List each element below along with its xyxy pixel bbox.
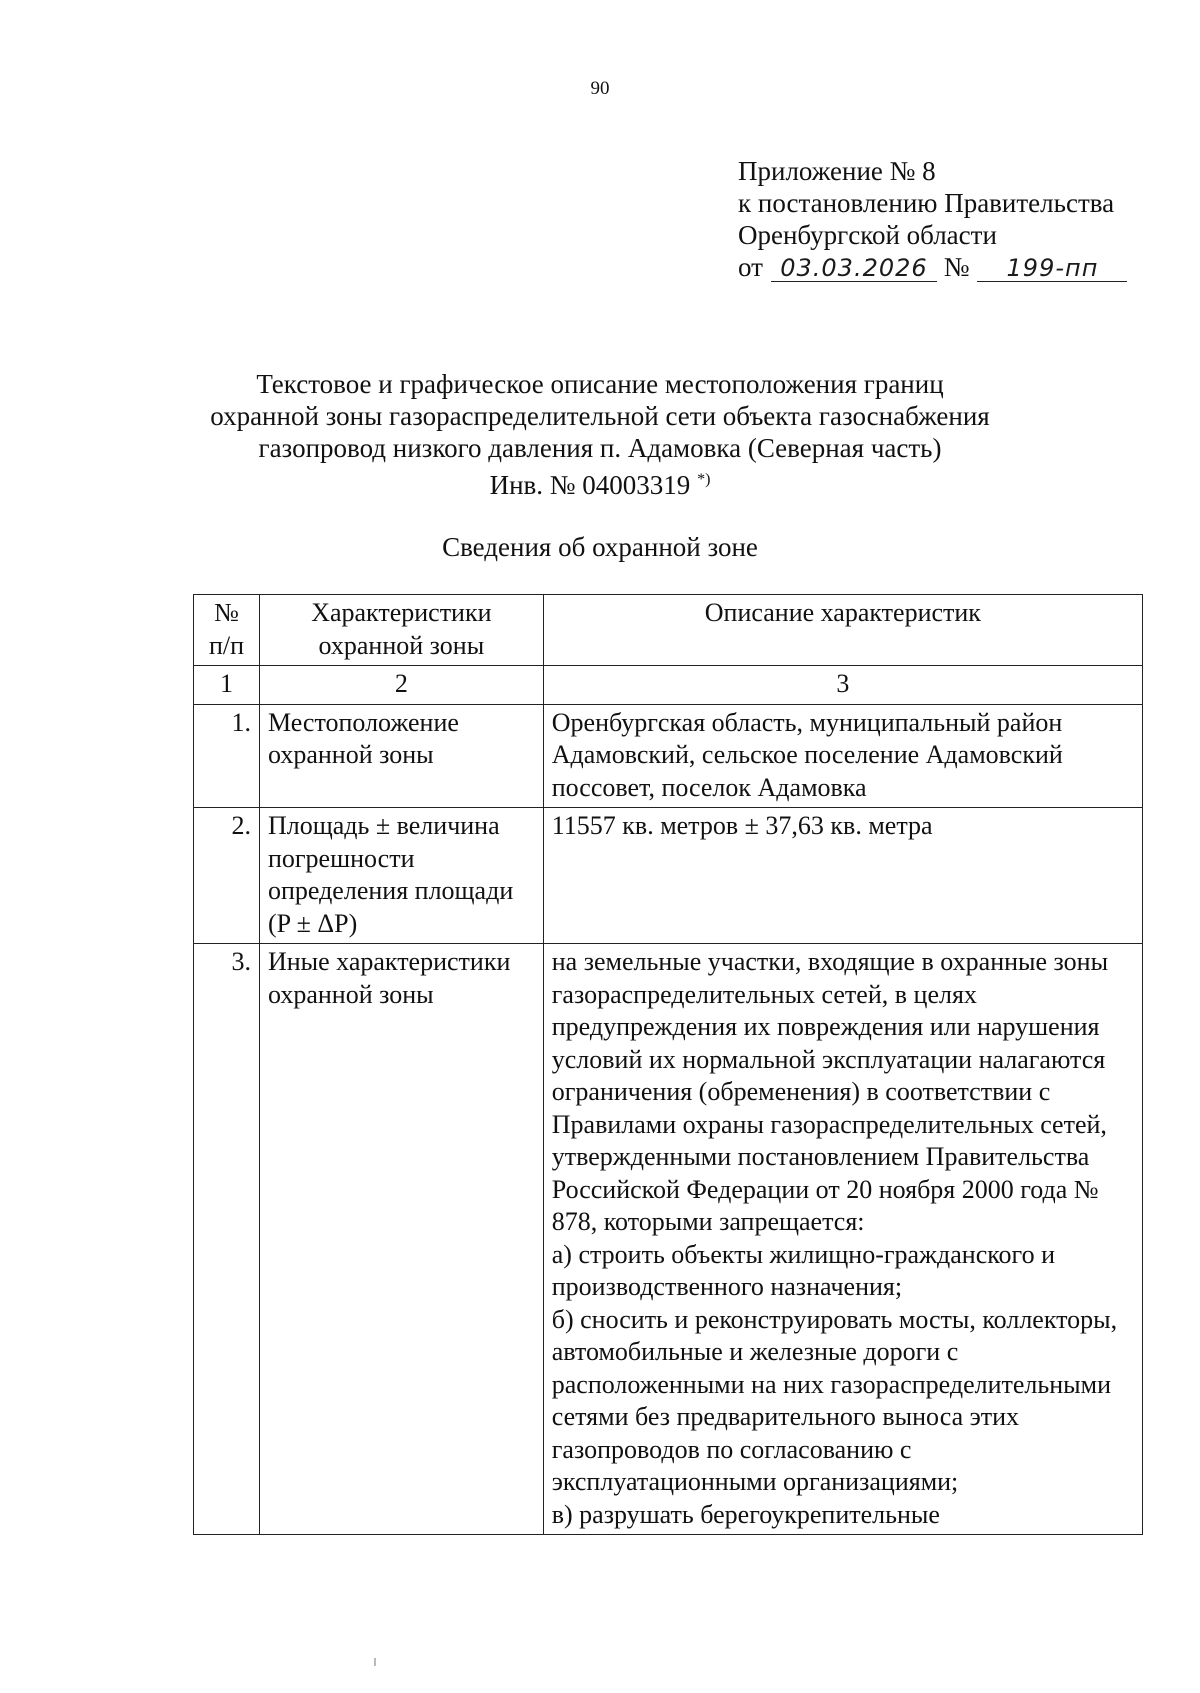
page-number: 90 bbox=[590, 78, 610, 99]
handwritten-date: 03.03.2026 bbox=[771, 255, 937, 282]
title-line-3: газопровод низкого давления п. Адамовка (Северная часть) bbox=[258, 433, 942, 463]
row-description: на земельные участки, входящие в охранные зоны газораспределительных сетей, в целях предупреждения их повреждения или нарушения условий их нормальной эксплуатации налагаются ограничения (обременения) в соответствии с Правилами охраны газораспределительных сетей, утвержденными постановлением Правительства Российской Федерации от 20 ноября 2000 года № 878, которыми запрещается: а) строить объекты жилищно-гражданского и производственного назначения; б) сносить и реконструировать мосты, коллекторы, автомобильные и железные дороги с расположенными на них газораспределительными сетями без предварительного выноса этих газопроводов по согласованию с эксплуатационными организациями; в) разрушать берегоукрепительные bbox=[543, 944, 1142, 1535]
row-number: 3. bbox=[194, 944, 260, 1535]
column-number-2: 2 bbox=[259, 666, 543, 705]
title-line-1: Текстовое и графическое описание местоположения границ bbox=[256, 369, 944, 399]
row-description: Оренбургская область, муниципальный район Адамовский, сельское поселение Адамовский поссовет, поселок Адамовка bbox=[543, 704, 1142, 808]
footnote-mark: *) bbox=[697, 471, 711, 488]
appendix-date-line bbox=[738, 251, 1127, 283]
from-label: от bbox=[738, 252, 763, 282]
table-row bbox=[194, 808, 1143, 944]
title-line-2: охранной зоны газораспределительной сети объекта газоснабжения bbox=[210, 401, 990, 431]
row-characteristic: Местоположение охранной зоны bbox=[259, 704, 543, 808]
title-line-4 bbox=[0, 464, 1200, 501]
header-description: Описание характеристик bbox=[543, 595, 1142, 666]
document-title bbox=[0, 368, 1200, 501]
row-characteristic: Площадь ± величина погрешности определения площади (P ± ΔP) bbox=[259, 808, 543, 944]
column-number-3: 3 bbox=[543, 666, 1142, 705]
appendix-region: Оренбургской области bbox=[738, 220, 997, 250]
section-title: Сведения об охранной зоне bbox=[442, 532, 758, 562]
row-number: 1. bbox=[194, 704, 260, 808]
inventory-number: Инв. № 04003319 bbox=[489, 470, 691, 500]
table-column-numbers-row bbox=[194, 666, 1143, 705]
appendix-block bbox=[738, 155, 1127, 283]
handwritten-number: 199-пп bbox=[977, 255, 1127, 282]
table-header-row bbox=[194, 595, 1143, 666]
row-description: 11557 кв. метров ± 37,63 кв. метра bbox=[543, 808, 1142, 944]
row-characteristic: Иные характеристики охранной зоны bbox=[259, 944, 543, 1535]
appendix-resolution: к постановлению Правительства bbox=[738, 188, 1115, 218]
column-number-1: 1 bbox=[194, 666, 260, 705]
table-row bbox=[194, 704, 1143, 808]
table-row bbox=[194, 944, 1143, 1535]
header-number: № п/п bbox=[194, 595, 260, 666]
appendix-title: Приложение № 8 bbox=[738, 156, 936, 186]
header-characteristic: Характеристики охранной зоны bbox=[259, 595, 543, 666]
row-number: 2. bbox=[194, 808, 260, 944]
number-label: № bbox=[943, 252, 970, 282]
scan-artifact bbox=[374, 1658, 376, 1666]
protection-zone-table bbox=[193, 594, 1143, 1535]
